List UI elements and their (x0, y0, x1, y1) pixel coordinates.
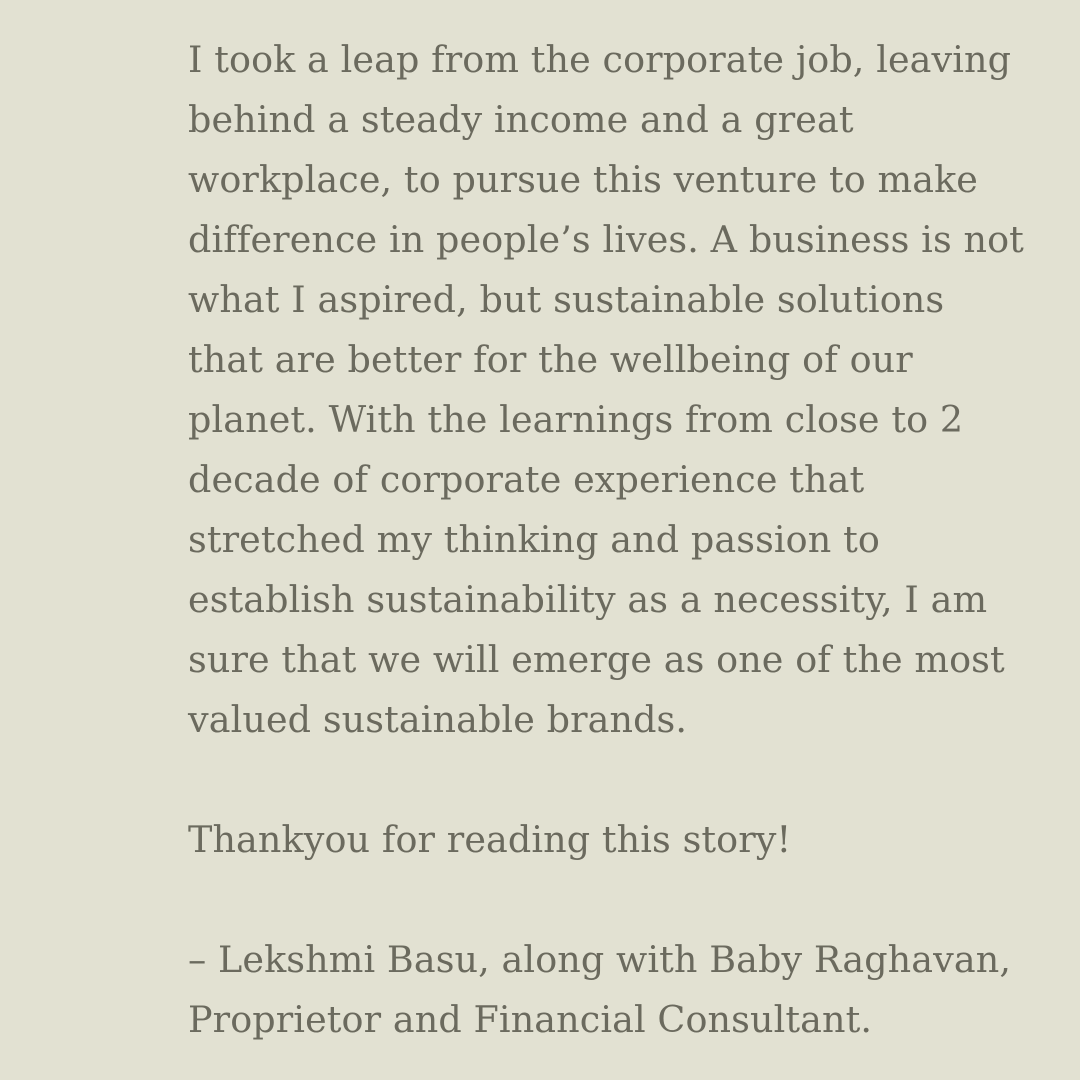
story-signature: – Lekshmi Basu, along with Baby Raghavan, Proprietor and Financial Consultant. (188, 938, 1012, 1041)
paragraph-spacer-2 (188, 870, 1025, 930)
story-text-block (188, 30, 1025, 1050)
story-body-paragraph: I took a leap from the corporate job, leaving behind a steady income and a great workplace, to pursue this venture to make difference in people’s lives. A business is not what I aspired, but sustainable solutions that are better for the wellbeing of our planet. With the learnings from close to 2 decade of corporate experience that stretched my thinking and passion to establish sustainability as a necessity, I am sure that we will emerge as one of the most valued sustainable brands. (188, 38, 1024, 741)
paragraph-spacer-1 (188, 750, 1025, 810)
story-closing-line: Thankyou for reading this story! (188, 818, 792, 861)
